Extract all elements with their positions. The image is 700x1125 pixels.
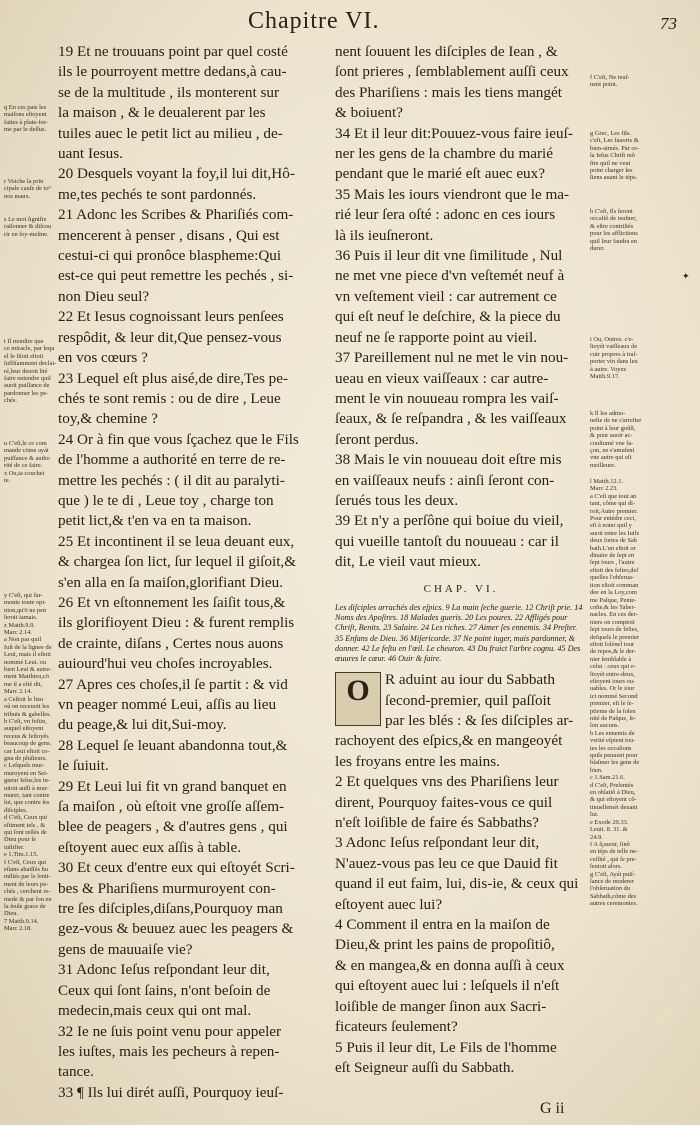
gloss-line: f A ſçauoir, ſinõ: [590, 840, 630, 848]
gloss-line: q En ces pais les: [4, 104, 47, 111]
ornamented-opening: [335, 670, 587, 731]
gloss-line: l Matth.12.1.: [590, 478, 624, 485]
verse-line: neuf ne ſe rapporte point au vieil.: [335, 328, 538, 346]
initial-lines: [385, 670, 573, 731]
gloss-line: autres ceremonies.: [590, 900, 638, 908]
verse-line: ſeaux, & ſe reſpandra , & les vaiſſeaux: [335, 410, 567, 428]
gloss-line: en oblatiõ à Dieu,: [590, 789, 636, 797]
verse-line: gez-vous & beuuez auec les peagers &: [58, 920, 294, 938]
verse-line: vn peager nommé Leui, aſſis au lieu: [58, 696, 277, 713]
gloss-line: niers on comptoit: [590, 618, 635, 626]
verse-line: ils le pourroyent mettre dedans,à cau-: [58, 63, 287, 81]
gloss-line: muroyent en Sei-: [4, 769, 49, 777]
gloss-line: ſiens auant le téps.: [590, 174, 638, 182]
gloss-line: la ſeule grace de: [4, 903, 46, 911]
gloss-line: b Les ennemis de: [590, 729, 635, 737]
margin-gloss: [4, 338, 58, 405]
verse-line: dit, Le vieil vaut mieux.: [335, 553, 481, 571]
gloss-line: la Ieſus Chriſt mõ: [590, 152, 635, 160]
verse-line: les froyans entre les mains.: [335, 752, 500, 770]
verse-line: toy,& chemine ?: [58, 410, 158, 428]
gloss-line: ſtoyét entre-deux,: [590, 670, 636, 678]
gloss-line: uables. Or le iour: [590, 685, 635, 693]
gloss-line: a Ceſtoit le lieu: [4, 695, 44, 703]
gloss-line: eſtans abaiſſés hu: [4, 866, 49, 874]
verse-line: 32 Ie ne ſuis point venu pour appeler: [58, 1022, 282, 1040]
verse-line: 29 Et Leui lui fit vn grand banquet en: [58, 777, 287, 795]
gloss-line: faire entendre quil: [4, 375, 51, 383]
verse-line: nent ſouuent les diſciples de Iean , &: [335, 43, 558, 60]
chapter-summary: [335, 603, 587, 664]
gloss-line: en téps de telle ne-: [590, 848, 638, 856]
gloss-line: quelles l'obſerua-: [590, 574, 634, 582]
verse-line: bes & Phariſiens murmuroyent con-: [58, 879, 276, 897]
initial-letter: O: [346, 674, 370, 708]
gloss-line: occaſiõ de ieuſner,: [590, 215, 637, 223]
margin-gloss: [4, 104, 58, 134]
gloss-line: quil leur faudra en: [590, 237, 638, 245]
margin-gloss: [4, 592, 58, 933]
verse-line: rachoyent des eſpics,& en mangeoyét: [335, 732, 563, 750]
verse-line: les iuſtes, mais les pecheurs à repen-: [58, 1042, 280, 1060]
verse-line: chés te sont remis : ou de dire , Leue: [58, 389, 281, 407]
gloss-line: auoit entre les Iuifs: [590, 529, 640, 537]
gloss-line: tes les occaſions: [590, 744, 632, 752]
gloss-line: neſte de ne s'arreſter: [590, 417, 642, 425]
verse-line: ficateurs ſeulement?: [335, 1018, 458, 1036]
verse-line: eſt Seigneur auſſi du Sabbath.: [335, 1058, 515, 1076]
verse-line: cestui-ci qui pronôce blaspheme:Qui: [58, 247, 282, 265]
gloss-line: bien.: [590, 766, 603, 774]
verse-line: ment le vin nouueau rompra les vaiſ-: [335, 389, 559, 407]
verse-line: ſeront perdus.: [335, 430, 419, 448]
gloss-line: rité de ce faire.: [4, 462, 43, 470]
gloss-line: me Paſque, Pente-: [590, 596, 637, 604]
verse-line: du peage,& lui dit,Sui-moy.: [58, 716, 227, 734]
middle-column-bottom: [335, 731, 587, 1078]
gloss-line: d C'eſt, Preſentés: [590, 781, 634, 789]
verse-line: 35 Mais les iours viendront que le ma-: [335, 185, 570, 203]
verse-line: de l'homme a authorité en terre de re-: [58, 451, 286, 469]
gloss-line: k Il les admo-: [590, 410, 626, 417]
gloss-line: u C'eſt,le ce com: [4, 440, 47, 447]
gloss-line: monte toute opi-: [4, 599, 47, 607]
gloss-line: d C'eſt, Ceux qui: [4, 814, 48, 822]
chapter-title: Chapitre VI.: [248, 8, 380, 34]
verse-line: medecin,mais ceux qui ont mal.: [58, 1002, 252, 1020]
margin-gloss: [590, 478, 698, 908]
gloss-line: gnu de pluſieurs.: [4, 754, 47, 762]
gloss-line: deux ſortes de Sab: [590, 537, 638, 545]
gloss-line: t Il monſtre que: [4, 338, 44, 345]
gloss-line: gneur Ieſus,les in-: [4, 777, 50, 785]
gloss-line: 7 Matth.9.14.: [4, 917, 39, 925]
gloss-line: g Grec, Les fils.: [590, 130, 631, 137]
verse-line: 39 Et n'y a perſône qui boiue du vieil,: [335, 512, 564, 530]
verse-line: R aduint au iour du Sabbath: [385, 671, 555, 689]
gloss-line: nacles. En ces der-: [590, 611, 638, 619]
verse-line: pendant que le marié eſt auec eux?: [335, 165, 545, 183]
gloss-line: nommé Leui. ou: [4, 658, 47, 666]
gloss-line: maiſons eſtoyent: [4, 111, 47, 119]
fleuron-icon: ✦: [682, 272, 690, 282]
gloss-line: e 1.Tim.1.15.: [4, 851, 39, 859]
gloss-line: chés.: [4, 397, 17, 405]
verse-line: ner les gens de la chambre du marié: [335, 145, 554, 163]
gloss-line: ment Matthieu,cō: [4, 673, 50, 681]
gloss-line: a Non pas quil: [4, 636, 42, 644]
gloss-line: ceſſité , qui ſe pre-: [590, 855, 637, 863]
verse-line: ſecond-premier, quil paſſoit: [385, 691, 551, 709]
gloss-line: ſentoit alors.: [590, 863, 622, 871]
gloss-line: vne autre qui eſt: [590, 454, 632, 462]
verse-line: n'eſt loiſible de faire és Sabbaths?: [335, 814, 539, 832]
gloss-line: couſtumé vne fa-: [590, 439, 634, 447]
gloss-line: ptieme de la ſolen: [590, 707, 636, 715]
verse-line: le ſuiuit.: [58, 757, 109, 775]
gloss-line: bien-aimés. Par ce-: [590, 144, 640, 152]
verse-line: là ils ieuſneront.: [335, 226, 434, 244]
margin-gloss: [4, 178, 58, 200]
gloss-line: ſtoyét vaiſſeaux de: [590, 343, 638, 351]
gloss-line: çon, ne s'amuſent: [590, 447, 635, 455]
gloss-line: ſept iours de feſtes,: [590, 626, 639, 634]
gloss-line: Marc 2.14.: [4, 629, 32, 637]
margin-gloss: [590, 74, 698, 89]
verse-line: 31 Adonc Ieſus reſpondant leur dit,: [58, 961, 270, 979]
gloss-line: Marc 2.18.: [4, 925, 32, 933]
gloss-line: me il a eſté dit,: [4, 680, 43, 688]
chapter-heading: CHAP. VI.: [423, 582, 499, 595]
verse-line: 30 Et ceux d'entre eux qui eſtoyét Scri-: [58, 859, 295, 877]
gloss-line: dinaire de ſept en: [590, 552, 635, 560]
verse-line: 33 ¶ Ils lui dirét auſſi, Pourquoy ieuſ-: [58, 1083, 284, 1101]
verse-line: respôdit, & leur dit,Que pensez-vous: [58, 328, 282, 346]
verse-line: 36 Puis il leur dit vne ſimilitude , Nul: [335, 247, 563, 265]
gloss-line: bien Leui & autre-: [4, 666, 52, 674]
gloss-line: porter vin dans leu: [590, 358, 638, 366]
gloss-line: murer, tant contre: [4, 791, 50, 799]
gloss-line: celui : ceux qui e-: [590, 663, 636, 671]
gloss-line: beaucoup de gens:: [4, 740, 52, 748]
gloss-line: lui, que contre ſes: [4, 799, 50, 807]
gloss-line: où on receuoit les: [4, 703, 50, 711]
gloss-line: c Leſquels mur-: [4, 762, 45, 770]
gloss-line: s Le mot ſignifie: [4, 216, 47, 223]
gloss-line: z Matth.9.9.: [4, 621, 35, 629]
verse-line: 20 Desquels voyant la foy,il lui dit,Hô-: [58, 165, 295, 183]
verse-line: non Dieu seul?: [58, 287, 150, 305]
gloss-line: de repos,& le der-: [590, 648, 637, 656]
gloss-line: f C'eſt, Ne ieuſ-: [590, 74, 630, 81]
gloss-line: eſtoyent iours ou-: [590, 677, 636, 685]
verse-line: la maison , & le deualerent par les: [58, 104, 266, 122]
verse-line: 5 Puis il leur dit, Le Fils de l'homme: [335, 1038, 557, 1056]
verse-line: 38 Mais le vin nouueau doit eſtre mis: [335, 451, 562, 469]
gloss-line: pour les afflictions: [590, 230, 638, 238]
verse-line: mettre les pechés : ( il dit au paralyti-: [58, 471, 285, 489]
gloss-line: à autre. Voyez: [590, 365, 627, 373]
gloss-line: bath.L'un eſtoit or: [590, 544, 636, 552]
verse-line: 2 Et quelques vns des Phariſiens leur: [335, 773, 559, 791]
verse-line: s'en alla en ſa maiſon,glorifiant Dieu.: [58, 573, 283, 591]
gloss-line: tinuellemét deuant: [590, 803, 638, 811]
verse-line: dirent, Pourquoy faites-vous ce quil: [335, 793, 553, 811]
verse-line: par les blés : & ſes diſciples ar-: [385, 712, 574, 729]
gloss-line: diſciples.: [4, 806, 28, 814]
gloss-line: quils peuuent pour: [590, 752, 638, 760]
verse-line: eſtoyent auec lui?: [335, 895, 443, 913]
verse-line: rié leur ſera oſté : adonc en ces iours: [335, 206, 556, 224]
verse-line: 25 Et incontinent il se leua deuant eux,: [58, 532, 295, 550]
signature-mark: G ii: [540, 1100, 565, 1117]
gloss-line: b C'eſt, vn feſtin,: [4, 717, 47, 725]
gloss-line: x Ou,ta couchet: [4, 469, 45, 477]
gloss-line: premier, eſt le ſe-: [590, 700, 634, 708]
gloss-line: y C'eſt, qui ſur-: [4, 592, 43, 599]
gloss-line: nos maux.: [4, 192, 31, 200]
gloss-line: nier ſemblable à: [590, 655, 632, 663]
verse-line: 26 Et vn eſtonnement les ſaiſit tous,&: [58, 593, 286, 611]
gloss-line: auoit puiſſance de: [4, 382, 50, 390]
verse-line: me,tes pechés te sont pardonnés.: [58, 185, 257, 203]
verse-line: & en mangea,& en donna auſſi à ceux: [335, 956, 565, 974]
gloss-line: e Exode 29.33.: [590, 818, 629, 826]
verse-line: se de la multitude , ils monterent sur: [58, 83, 280, 101]
gloss-line: uitoit auſſi à mur-: [4, 784, 49, 792]
verse-line: 22 Et Iesus cognoissant leurs penſees: [58, 308, 284, 326]
gloss-line: fuſt de la lignee de: [4, 643, 52, 651]
gloss-line: deſquels le premier: [590, 633, 639, 641]
verse-line: 19 Et ne trouuans point par quel costé: [58, 43, 288, 60]
gloss-line: Dieu pour ſe: [4, 836, 36, 844]
gloss-line: mande cōme ayát: [4, 447, 49, 455]
gloss-line: & pour auoir ac-: [590, 432, 633, 440]
gloss-line: nité de Paſque, ſe-: [590, 715, 637, 722]
gloss-line: ſtre quil ne veut: [590, 159, 631, 167]
gloss-line: lon aucuns.: [590, 722, 620, 730]
middle-column-top: [335, 42, 587, 573]
verse-line: petit lict,& t'en va en ta maison.: [58, 512, 252, 530]
gloss-line: blaſmer les gens de: [590, 759, 640, 767]
gloss-line: ce miracle, par lequ: [4, 345, 55, 353]
gloss-line: receus & feſtoyés: [4, 732, 49, 740]
verse-line: vn veſtement vieil : car autrement ce: [335, 287, 557, 305]
gloss-line: a C'eſt que tout an: [590, 492, 637, 500]
margin-gloss: [590, 208, 698, 252]
verse-line: & boiuent?: [335, 104, 403, 122]
gloss-line: dee en la Loy,com: [590, 589, 637, 597]
gloss-line: f C'eſt, Ceux qui: [4, 858, 46, 866]
gloss-line: qui ſont reſſés de: [4, 829, 47, 836]
gloss-line: miliés par le ſenti-: [4, 873, 51, 881]
verse-line: tre ſes diſciples,diſans,Pourquoy man: [58, 900, 283, 918]
verse-line: en vos cœurs ?: [58, 349, 148, 367]
gloss-line: te.: [4, 477, 11, 485]
gloss-line: me par le deſſus.: [4, 126, 47, 134]
gloss-line: puiſſance & autho: [4, 454, 50, 462]
gloss-line: ſuffiſamment declai-: [4, 360, 57, 368]
gloss-line: & eſtre contriſtés: [590, 222, 634, 230]
verse-line: ſerués tous les deux.: [335, 491, 459, 509]
gloss-line: point charger les: [590, 167, 633, 175]
gloss-line: rir en ſoy-meſme.: [4, 230, 49, 238]
verse-line: auiourd'hui veu choſes incroyables.: [58, 655, 273, 673]
gloss-line: nion,qu'ō ne pen: [4, 606, 47, 614]
verse-line: 23 Lequel eſt plus aisé,de dire,Tes pe-: [58, 369, 289, 387]
verse-line: qui eſtoyent auec lui : leſquels il n'eſt: [335, 977, 560, 995]
chapter-summary-text: Les diſciples arrachés des eſpics. 9 La main ſeche guerie. 12 Chriſt prie. 14 Noms des Apoſtres. 18 Malades gueris. 20 Les poures. 22 Affligés pour Chriſt, Benits. 23 Salaire. 24 Les riches. 27 Aimer ſes ennemis. 34 Preſter. 35 Enfans de Dieu. 36 Miſericorde. 37 Ne point iuger, mais pardonner, & donner. 42 Le feſtu en l'œil. Le cheuron. 43 Du fruict l'arbre cognu. 45 Des œuures le cœur. 46 Ouir & faire.: [335, 602, 583, 663]
verse-line: ne met vne piece d'vn veſtemét neuf à: [335, 267, 565, 285]
middle-text-column: [335, 42, 587, 1078]
gloss-line: coſte,& les Taber-: [590, 603, 636, 611]
verse-line: loiſible de manger ſinon aux Sacri-: [335, 997, 547, 1015]
gloss-line: eſtiment tels , &: [4, 821, 46, 829]
verse-line: 37 Pareillement nul ne met le vin nou-: [335, 349, 569, 367]
margin-gloss: [590, 410, 698, 469]
gloss-line: Leui, mais il eſtoit: [4, 651, 51, 659]
verse-line: ſont prieres , ſemblablement auſſi ceux: [335, 63, 569, 81]
gloss-line: tion eſtoit comman: [590, 581, 639, 589]
gloss-line: roit,Autre premier.: [590, 507, 638, 515]
gloss-line: ré,leur deuoit bié: [4, 367, 48, 375]
ornamental-initial-icon: [335, 672, 381, 726]
gloss-line: eſtoit ſolénel iour: [590, 640, 635, 648]
verse-line: 28 Lequel ſe leuant abandonna tout,&: [58, 736, 288, 754]
verse-line: 21 Adonc les Scribes & Phariſiés com-: [58, 206, 294, 224]
verse-line: 3 Adonc Ieſus reſpondant leur dit,: [335, 834, 540, 852]
verse-line: en vaiſſeaux neufs : ainſi ſeront con-: [335, 471, 555, 489]
verse-line: tuiles auec le petit lict au milieu , de-: [58, 124, 283, 142]
verse-line: de crainte, diſans , Certes nous auons: [58, 634, 284, 652]
gloss-line: g C'eſt, Ayát puiſ-: [590, 870, 635, 878]
verse-line: 4 Comment il entra en la maiſon de: [335, 916, 550, 934]
gloss-line: & qui eſtoyent cõ-: [590, 796, 637, 804]
gloss-line: Matth.9.17.: [590, 373, 620, 381]
verse-line: ſa maiſon , où eſtoit vne groſſe aſſem-: [58, 798, 285, 816]
gloss-line: raiſonner & diſcou: [4, 223, 52, 231]
gloss-line: mede & par ſon en: [4, 895, 52, 903]
left-text-column: [58, 42, 320, 1103]
gloss-line: ſance de moderer: [590, 877, 634, 885]
gloss-line: auquel eſtoyent: [4, 725, 44, 733]
gloss-line: eſt à noter quil y: [590, 522, 632, 530]
verse-line: tance.: [58, 1063, 94, 1081]
gloss-line: 24.9.: [590, 833, 603, 841]
gloss-line: iuſtifier.: [4, 843, 25, 851]
gloss-line: Marc 2.14.: [4, 688, 32, 696]
margin-gloss: [4, 216, 58, 238]
verse-line: qui eſt neuf le deſchire, & la piece du: [335, 308, 561, 326]
verse-line: gens de mauuaiſe vie?: [58, 940, 193, 958]
gloss-line: el le ſiſoit eſtoit: [4, 352, 44, 360]
gloss-line: chés , cerchent re-: [4, 888, 51, 896]
gloss-line: ſept iours , l'autre: [590, 559, 635, 567]
gloss-line: durer.: [590, 245, 605, 253]
verse-line: Dieu,& print les pains de propoſitiô,: [335, 936, 555, 954]
margin-gloss: [590, 130, 698, 182]
gloss-line: tributs & gabelles.: [4, 710, 52, 718]
verse-line: 34 Et il leur dit:Pouuez-vous faire ieuſ-: [335, 124, 573, 142]
verse-line: est-ce qui peut remettre les pechés , si-: [58, 267, 294, 285]
verse-line: des Phariſiens : mais les tiens mangét: [335, 83, 562, 101]
gloss-line: ici nommé Second: [590, 692, 638, 700]
gloss-line: h C'eſt, Ils ſeront: [590, 208, 633, 215]
gloss-line: cipale cauſe de to⁹: [4, 185, 51, 193]
gloss-line: eſtoit des feſtes,deſ: [590, 566, 639, 574]
gloss-line: l'obſeruation du: [590, 885, 631, 893]
gloss-line: Leuit. 8. 31. &: [590, 826, 628, 834]
gloss-line: cuir propres à traſ-: [590, 350, 638, 358]
gloss-line: point à leur goûſt,: [590, 424, 636, 432]
gloss-line: tant, cõme qui di-: [590, 500, 636, 508]
gloss-line: nent point.: [590, 81, 618, 89]
verse-line: blee de peagers , & d'autres gens , qui: [58, 818, 288, 836]
verse-line: uant Iesus.: [58, 145, 123, 163]
verse-line: mencerent à penser , disans , Qui est: [58, 226, 280, 244]
gloss-line: verité eſpient tou-: [590, 737, 636, 745]
gloss-line: meilleure.: [590, 461, 616, 469]
gloss-line: i Ou, Outres. c'e-: [590, 336, 634, 343]
margin-gloss: [4, 440, 58, 484]
gloss-line: pardonner les pe-: [4, 389, 49, 397]
verse-line: qui vueille tantoſt du nouueau : car il: [335, 532, 559, 550]
gloss-line: c 1.Sam.21.6.: [590, 774, 625, 782]
gloss-line: Dieu.: [4, 910, 19, 918]
gloss-line: Pour entédre ceci,: [590, 515, 636, 523]
verse-line: N'auez-vous pas leu ce que Dauid fit: [335, 854, 558, 872]
gloss-line: Sabbath,cõme des: [590, 892, 637, 900]
verse-line: quand il eut faim, lui, dis-ie, & ceux qui: [335, 875, 579, 893]
page-number: 73: [660, 14, 677, 33]
verse-line: & chargea ſon lict, ſur lequel il giſoit,&: [58, 553, 297, 571]
gloss-line: lui.: [590, 811, 599, 819]
gloss-line: ſeroit iamais.: [4, 614, 38, 622]
verse-line: 27 Apres ces choſes,il ſe partit : & vid: [58, 675, 288, 693]
verse-line: que ) le te di , Leue toy , charge ton: [58, 491, 274, 509]
gloss-line: car Leui eſtoit co-: [4, 747, 50, 755]
gloss-line: faites à plate-for-: [4, 118, 48, 126]
margin-gloss: [590, 336, 698, 380]
gloss-line: Marc 2.23.: [590, 485, 618, 493]
verse-line: Ceux qui ſont ſains, n'ont beſoin de: [58, 981, 271, 999]
gloss-line: ment de leurs pe-: [4, 880, 49, 888]
verse-line: ueau en vieux vaiſſeaux : car autre-: [335, 369, 549, 387]
verse-line: ils glorifioyent Dieu : & furent remplis: [58, 614, 295, 632]
gloss-line: r Voiche la prin: [4, 178, 44, 185]
verse-line: eſtoyent auec eux aſſis à table.: [58, 838, 242, 856]
verse-line: 24 Or à fin que vous ſçachez que le Fils: [58, 430, 299, 448]
gloss-line: c'eſt, Les fauoris &: [590, 137, 639, 145]
